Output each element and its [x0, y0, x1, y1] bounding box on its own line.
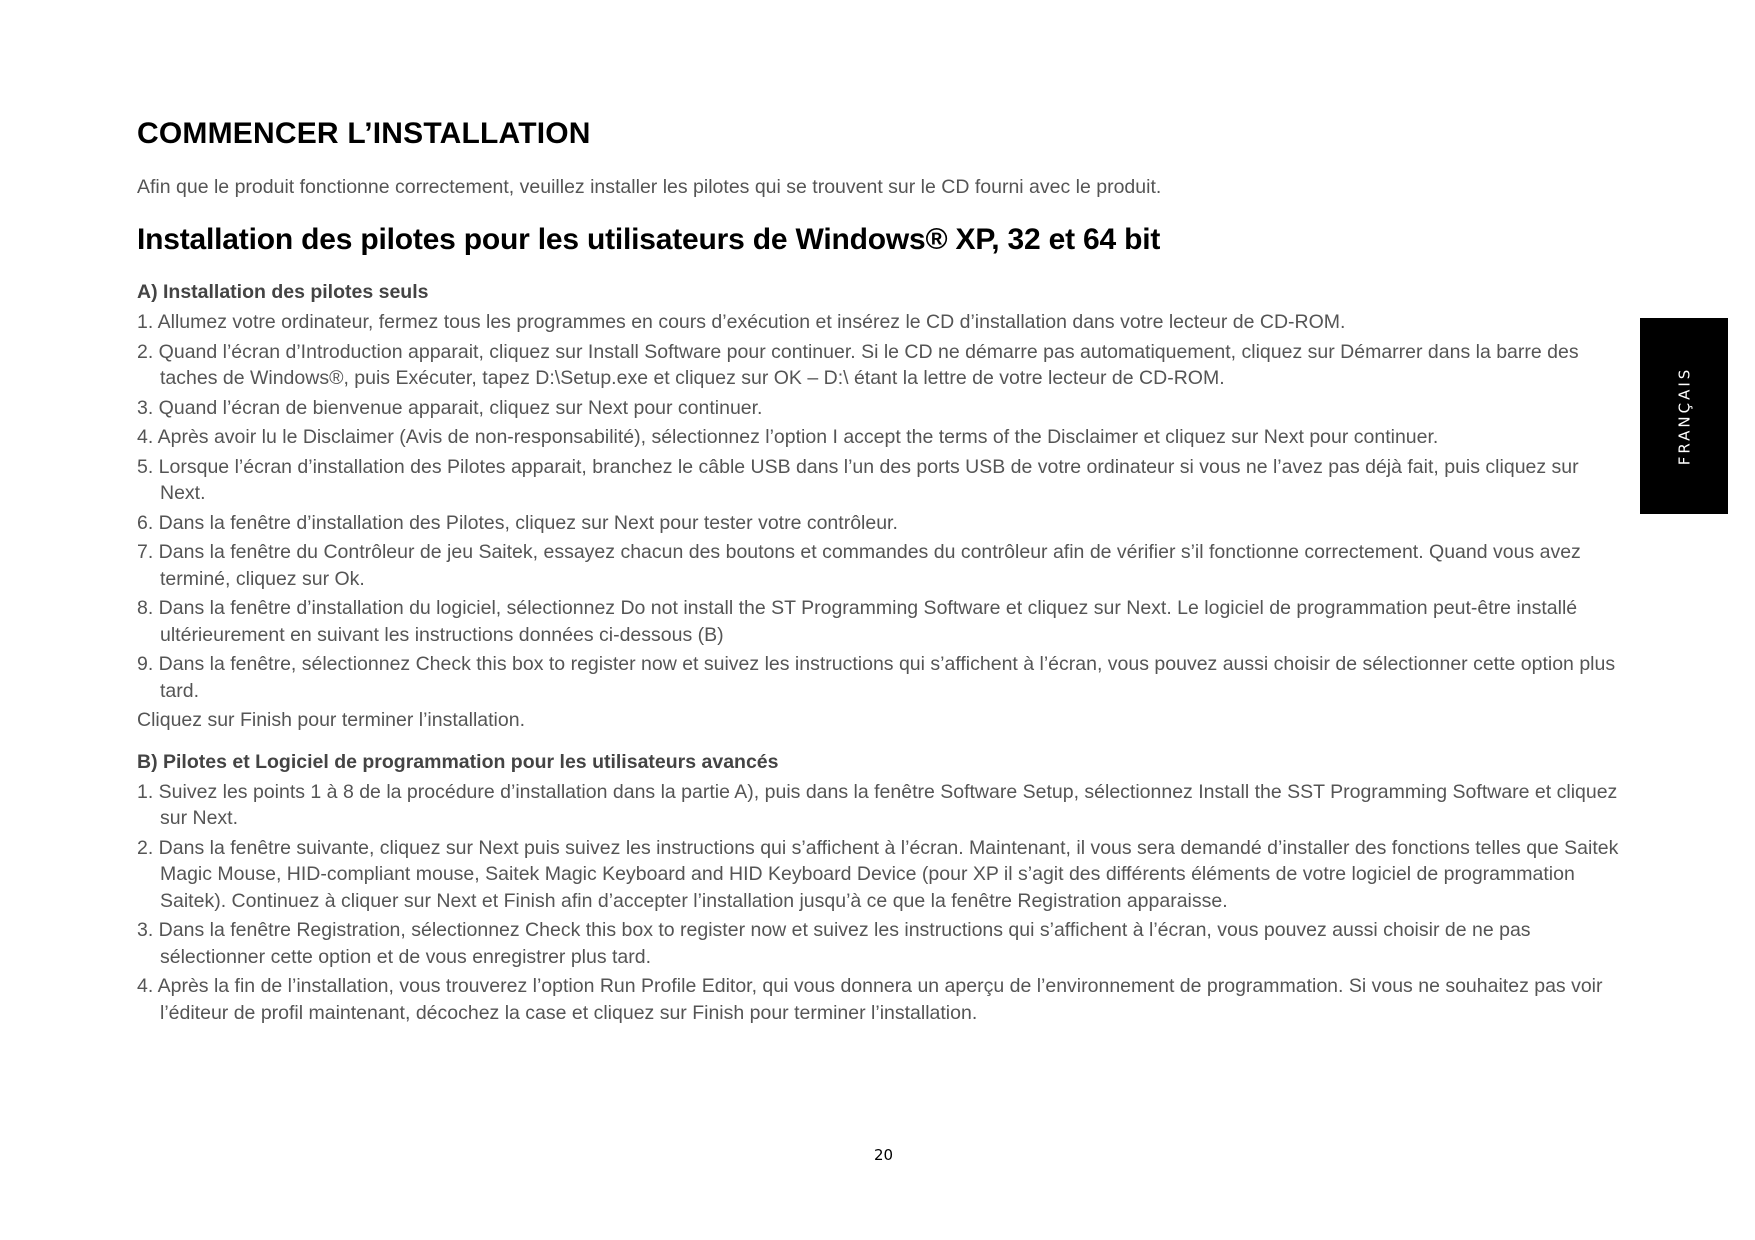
section-a-closing: Cliquez sur Finish pour terminer l’installation. [137, 709, 525, 731]
step-b-4: 4. Après la fin de l’installation, vous trouverez l’option Run Profile Editor, qui vous donnera un aperçu de l’environnement de programmation. Si vous ne souhaitez pas voir l’éditeur de profil maintenant, décochez la case et cliquez sur Finish pour terminer l’installation. [137, 975, 1603, 1024]
page-title: COMMENCER L’INSTALLATION [137, 117, 591, 150]
step-b-2: 2. Dans la fenêtre suivante, cliquez sur Next puis suivez les instructions qui s’affichent à l’écran. Maintenant, il vous sera demandé d’installer des fonctions telles que Saitek Magic Mouse, HID-compliant mouse, Saitek Magic Keyboard and HID Keyboard Device (pour XP il s’agit des différents éléments de votre logiciel de programmation Saitek). Continuez à cliquer sur Next et Finish afin d’accepter l’installation jusqu’à ce que la fenêtre Registration apparaisse. [137, 836, 1619, 912]
step-a-1: 1. Allumez votre ordinateur, fermez tous les programmes en cours d’exécution et insérez le CD d’installation dans votre lecteur de CD-ROM. [137, 311, 1346, 333]
step-a-9: 9. Dans la fenêtre, sélectionnez Check this box to register now et suivez les instructions qui s’affichent à l’écran, vous pouvez aussi choisir de sélectionner cette option plus tard. [137, 653, 1616, 702]
step-a-5: 5. Lorsque l’écran d’installation des Pilotes apparait, branchez le câble USB dans l’un des ports USB de votre ordinateur si vous ne l’avez pas déjà fait, puis cliquez sur Next. [137, 455, 1579, 504]
step-a-7: 7. Dans la fenêtre du Contrôleur de jeu Saitek, essayez chacun des boutons et commandes du contrôleur afin de vérifier s’il fonctionne correctement. Quand vous avez terminé, cliquez sur Ok. [137, 541, 1581, 590]
section-b-title: B) Pilotes et Logiciel de programmation pour les utilisateurs avancés [137, 750, 779, 773]
step-a-4: 4. Après avoir lu le Disclaimer (Avis de non-responsabilité), sélectionnez l’option I accept the terms of the Disclaimer et cliquez sur Next pour continuer. [137, 426, 1439, 448]
step-a-2: 2. Quand l’écran d’Introduction apparait, cliquez sur Install Software pour continuer. Si le CD ne démarre pas automatiquement, cliquez sur Démarrer dans la barre des taches de Windows®, puis Exécuter, tapez D:\Setup.exe et cliquez sur OK – D:\ étant la lettre de votre lecteur de CD-ROM. [137, 340, 1579, 389]
page-content [137, 112, 1627, 1026]
step-a-8: 8. Dans la fenêtre d’installation du logiciel, sélectionnez Do not install the ST Programming Software et cliquez sur Next. Le logiciel de programmation peut-être installé ultérieurement en suivant les instructions données ci-dessous (B) [137, 597, 1578, 646]
intro-paragraph: Afin que le produit fonctionne correctement, veuillez installer les pilotes qui se trouvent sur le CD fourni avec le produit. [137, 176, 1162, 198]
section-b-steps [137, 779, 1627, 1027]
page-number: 20 [873, 1146, 894, 1164]
section-a-title: A) Installation des pilotes seuls [137, 281, 429, 303]
section-a-steps [137, 309, 1627, 704]
language-tab-label: FRANÇAIS [1675, 366, 1694, 466]
step-b-1: 1. Suivez les points 1 à 8 de la procédure d’installation dans la partie A), puis dans la fenêtre Software Setup, sélectionnez Install the SST Programming Software et cliquez sur Next. [137, 780, 1618, 829]
step-a-3: 3. Quand l’écran de bienvenue apparait, cliquez sur Next pour continuer. [137, 396, 763, 419]
step-b-3: 3. Dans la fenêtre Registration, sélectionnez Check this box to register now et suivez les instructions qui s’affichent à l’écran, vous pouvez aussi choisir de ne pas sélectionner cette option et de vous enregistrer plus tard. [137, 919, 1531, 968]
language-tab [1640, 318, 1728, 514]
step-a-6: 6. Dans la fenêtre d’installation des Pilotes, cliquez sur Next pour tester votre contrôleur. [137, 511, 898, 534]
section-heading: Installation des pilotes pour les utilisateurs de Windows® XP, 32 et 64 bit [137, 223, 1161, 256]
